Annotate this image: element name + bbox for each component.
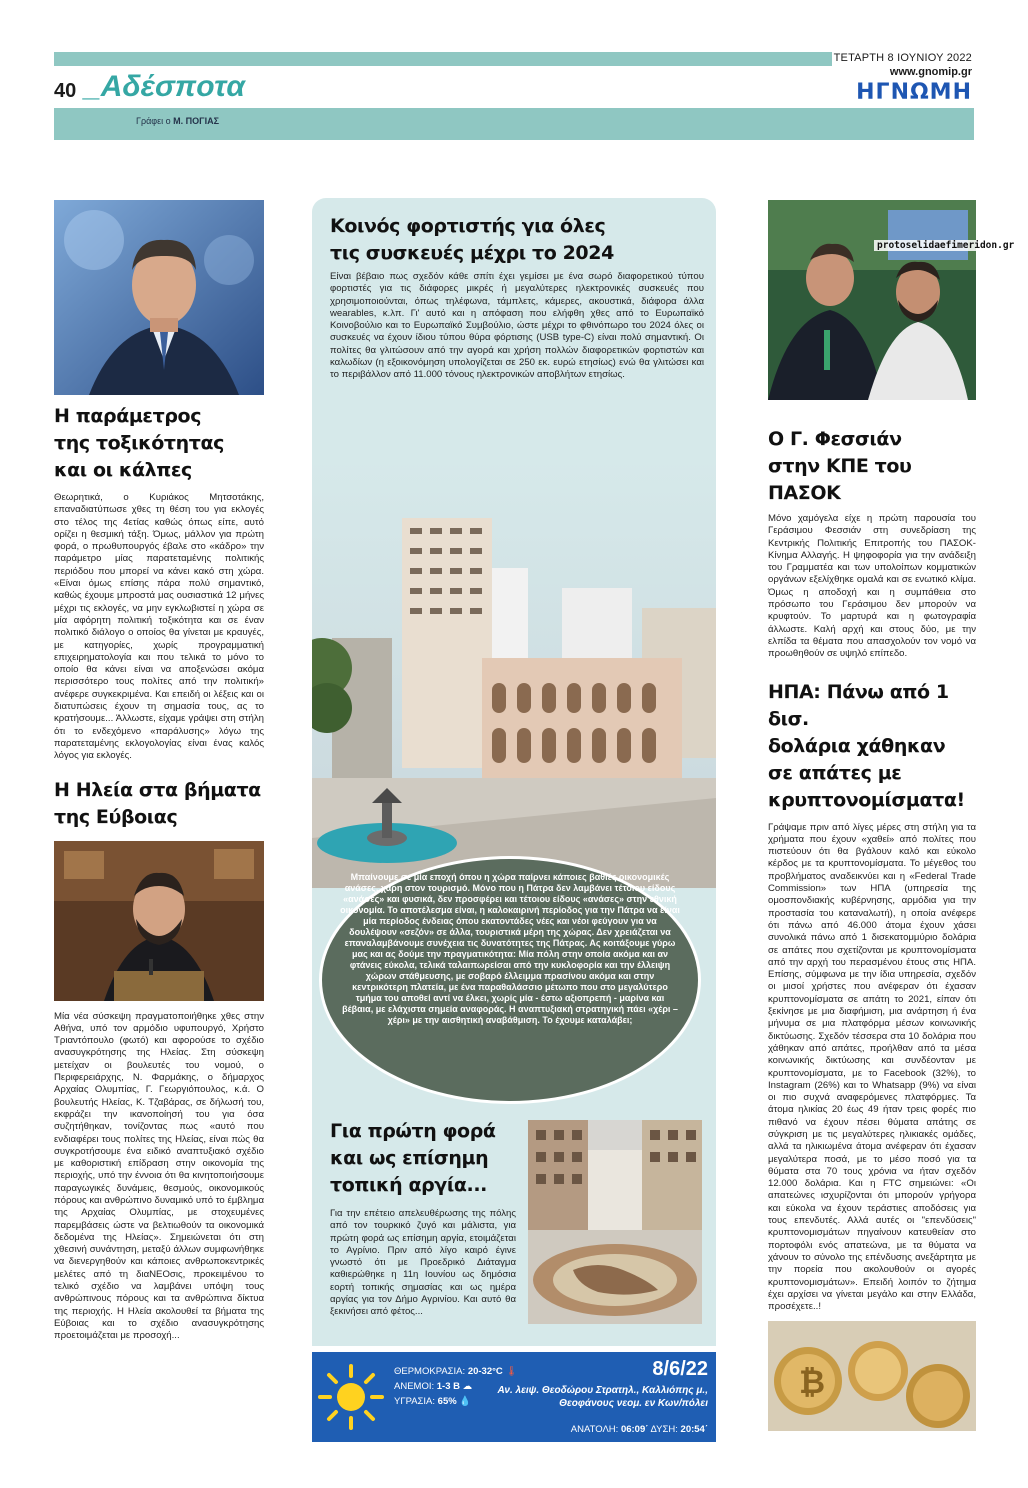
headline-line: ΗΠΑ: Πάνω από 1 δισ. [768,680,949,730]
headline-line: δολάρια χάθηκαν [768,734,946,757]
headline-line: στην ΚΠΕ του ΠΑΣΟΚ [768,455,912,504]
mitsotakis-photo [54,200,264,395]
toxicity-article-body: Θεωρητικά, ο Κυριάκος Μητσοτάκης, επαναδιατύπωσε χθες τη θέση του για εκλογές στο τέλος της 4ετίας καθώς όπως είπε, αυτό ορίζει η θεσμική τάξη. Όμως, μάλλον για πρώτη φορά, ο πρωθυπουργός έβαλε στο «κάδρο» την παράμετρο μίας παρατεταμένης πολιτικής περιόδου που μπορεί να κάνει κακό στη χώρα. «Είναι όμως επίσης πάρα πολύ σημαντικό, καθώς έχουμε μπροστά μας ουσιαστικά 12 μήνες μέχρι τις εκλογές, να μην εγκλωβιστεί η χώρα σε μία αφόρητη πολιτική τοξικότητα και σε έναν πολιτικό διάλογο ο οποίος θα γίνεται με κραυγές, με κατηγορίες, χωρίς προγραμματική επιχειρηματολογία και που τελικά το μόνο το οποίο θα κάνει είναι να αποξενώσει ακόμα περισσότερο τους πολίτες από την πολιτική» ανέφερε συγκεκριμένα. Και επειδή οι λέξεις και οι διατυπώσεις έχουν τη σημασία τους, ας το κρατήσουμε... Άλλωστε, είχαμε γράψει στη στήλη ότι το ενδεχόμενο «παράλυσης» λόγω της παρατεταμένης εκλογολογίας είναι ένας καλός λόγος για εκλογές. [54,492,264,762]
headline-line: Για πρώτη φορά [330,1120,496,1142]
cloud-icon: ☁ [462,1381,473,1392]
bitcoin-coins-photo [768,1321,976,1431]
byline-author: Μ. ΠΟΓΙΑΣ [173,116,219,126]
headline-line: της τοξικότητας [54,432,224,454]
svg-text:₿: ₿ [799,1363,826,1402]
right-column [768,200,976,1431]
sun-times [571,1424,708,1435]
thermometer-icon: 🌡 [505,1366,518,1377]
headline-line: και οι κάλπες [54,459,192,481]
namedays: Αν. λειψ. Θεοδώρου Στρατηλ., Καλλιόπης μ., Θεοφάνους νεομ. εν Κων/πόλει [497,1385,708,1409]
temperature-row [394,1364,517,1379]
patras-square-photo [312,458,716,888]
headline-line: Ο Γ. Φεσσιάν [768,428,902,450]
headline-line: κρυπτονομίσματα! [768,788,965,811]
fessian-photo [768,200,976,400]
charger-article-body: Είναι βέβαιο πως σχεδόν κάθε σπίτι έχει γεμίσει με ένα σωρό διαφορετικού τύπου φορτιστές για τις διάφορες μικρές ή μεγαλύτερες ηλεκτρονικές συσκευές που χρησιμοποιούνται, όπως τηλέφωνα, τάμπλετς, κάμερες, ακουστικά, διάφορα άλλα wearables, κ.λπ. Γι' αυτό και η απόφαση που ελήφθη χθες από το Ευρωπαϊκό Κοινοβούλιο και το Ευρωπαϊκό Συμβούλιο, ώστε μέχρι το φθινόπωρο του 2024 όλες οι συσκευές να έχουν ίδιου τύπου θύρα φόρτισης (USB type-C) είναι πολύ σημαντική. Οι πολίτες θα γλιτώσουν από την αγορά και χρήση πολλών διαφορετικών φορτιστών και καλωδίων (η εξοικονόμηση υπολογίζεται σε 250 εκ. ευρώ ετησίως) ενώ θα γλιτώσει και το περιβάλλον από 11.000 τόνους ηλεκτρονικών αποβλήτων ετησίως. [330,271,704,381]
fessian-headline [768,426,976,507]
website-link[interactable]: www.gnomip.gr [889,66,972,78]
headline-line: Η παράμετρος [54,405,202,427]
header-color-bar [54,52,832,66]
temperature-label: ΘΕΡΜΟΚΡΑΣΙΑ: [394,1366,466,1377]
ilia-headline [54,777,264,831]
temperature-value: 20-32°C [467,1366,503,1377]
sunrise-label: ΑΝΑΤΟΛΗ: [570,1424,619,1435]
headline-line: και ως επίσημη [330,1147,489,1169]
ilia-article-body: Μία νέα σύσκεψη πραγματοποιήθηκε χθες στην Αθήνα, υπό τον αρμόδιο υφυπουργό, Χρήστο Τριαντόπουλο (φωτό) και αφορούσε το σχέδιο ανασυγκρότησης της Ηλείας. Στη σύσκεψη μετείχαν οι βουλευτές του νομού, ο Περιφερειάρχης, Ν. Φαρμάκης, ο δήμαρχος Αρχαίας Ολυμπίας, Γ. Γεωργιόπουλος, κ.ά. Ο βουλευτής Ηλείας, Κ. Τζαβάρας, σε δήλωσή του, εκφράζει την ικανοποίησή του για όσα συζητήθηκαν, τονίζοντας πως «αυτό που ενδιαφέρει τους πολίτες της Ηλείας, είναι πώς θα συγκροτήσουμε ένα ειδικό αναπτυξιακό σχέδιο με καθοριστική επίδραση στην οικονομία της περιοχής, υπό την έννοια ότι θα κινητοποιήσουμε παραγωγικές δυνάμεις, θεσμούς, οικονομικούς πόρους και ανθρώπινο δυναμικό υπό το έμβλημα της Αρχαίας Ολυμπίας, με στοχευμένες παρεμβάσεις ώστε να βελτιωθούν τα οικονομικά δεδομένα της Ηλείας». Σημειώνεται ότι στη χθεσινή συνάντηση, μεταξύ άλλων συμφωνήθηκε να διενεργηθούν και κάποιες ανθρωποκεντρικές μελέτες από τη διαΝΕΟσις, προκειμένου το τελικό σχέδιο να λαμβάνει υπόψη τους ανθρώπινους πόρους και τα ανθρώπινα δίκτυα της περιοχής. Η Ηλεία ακολουθεί τα βήματα της Εύβοιας και το σχέδιο ανασυγκρότησης προετοιμάζεται με προσοχή... [54,1010,264,1342]
weather-box [312,1352,716,1442]
fessian-article-body: Μόνο χαμόγελα είχε η πρώτη παρουσία του Γεράσιμου Φεσσιάν στη συνεδρίαση της Κεντρικής Πολιτικής Επιτροπής του ΠΑΣΟΚ- Κίνημα Αλλαγής. Η ψηφοφορία για την ανάδειξη του Γραμματέα και των υπολοίπων κομματικών οργάνων εξελίχθηκε ομαλά και σε ενωτικό κλίμα. Όμως η αποδοχή και η συμπάθεια στο πρόσωπο του Γεράσιμου δεν μπορούν να κρυφτούν. Το μαρτυρά και η φωτογραφία άλλωστε. Καλή αρχή και στους δύο, με την ελπίδα τα θέματα που απασχολούν τον νομό να προωθηθούν σε υψηλό επίπεδο. [768,513,976,660]
charger-headline [330,213,700,267]
headline-line: Κοινός φορτιστής για όλες [330,215,606,237]
byline-prefix: Γράφει ο [136,116,171,126]
sunset-value: 20:54΄ [680,1424,708,1435]
crypto-article-body: Γράψαμε πριν από λίγες μέρες στη στήλη για τα χρήματα που έχουν «χαθεί» από πολίτες που πιστεύουν ότι θα βγάλουν καλό και εύκολο κέρδος με τα κρυπτονομίσματα. Το μέγεθος του προβλήματος αναδεικνύει και η «Federal Trade Commission» των ΗΠΑ (υπηρεσία της ομοσπονδιακής κυβέρνησης, αρμόδια για την προστασία του καταναλωτή), η οποία ανέφερε ότι πάνω από 46.000 άτομα έχουν χάσει συνολικά πάνω από 1 δισεκατομμύριο δολάρια σε απάτες που σχετίζονται με κρυπτονομίσματα από την αρχή του περασμένου έτους στις ΗΠΑ. Επίσης, σύμφωνα με την ίδια υπηρεσία, σχεδόν οι μισοί χρήστες που ανέφεραν ότι έχασαν κρυπτονομίσματα σε απάτη το 2021, είπαν ότι ξεκίνησε με μια διαφήμιση, μια ανάρτηση ή ένα μήνυμα σε μια πλατφόρμα μέσων κοινωνικής δικτύωσης. Σχεδόν τέσσερα στα 10 δολάρια που χάθηκαν από απάτες, προήλθαν από τα μέσα κοινωνικής δικτύωσης και συνδέονταν με κρυπτονομίσματα, με το Facebook (32%), το Instagram (26%) και το Whatsapp (9%) να είναι οι πιο συχνά αναφερόμενες πλατφόρμες. Τα άτομα ηλικίας 20 έως 49 ήταν τρεις φορές πιο πιθανό να έχουν πέσει θύματα απάτης σε σύγκριση με τις μεγαλύτερες ηλικιακές ομάδες, αλλά τα ηλικιωμένα άτομα ανέφεραν ότι έχασαν μεγαλύτερα ποσά, με το μέσο ποσό για τα θύματα στα 70 τους χρόνια να ήταν σχεδόν 12.000 δολάρια. Και η FTC σημειώνει: «Οι απατεώνες ισχυρίζονται ότι μπορούν γρήγορα και εύκολα να έχουν τεράστιες αποδόσεις για τους επενδυτές. Αλλά αυτές οι "επενδύσεις" κρυπτονομισμάτων πηγαίνουν κατευθείαν στο πορτοφόλι ενός απατεώνα, με τα θύματα να χάνουν το σύνολο της επένδυσης ανεξάρτητα με την πορεία που ακολουθούν οι αγορές κρυπτονομισμάτων». Επειδή λοιπόν το ζήτημα έχει αρχίσει να γίνεται μεγάλο και στην Ελλάδα, προσέχετε..! [768,821,976,1313]
weather-date: 8/6/22 [652,1358,708,1380]
humidity-label: ΥΓΡΑΣΙΑ: [394,1396,436,1407]
headline-line: τις συσκευές μέχρι το 2024 [330,242,614,264]
agrinio-square-photo [528,1120,702,1324]
patras-quote-text: Μπαίνουμε σε μία εποχή όπου η χώρα παίρνει κάποιες βαθιές οικονομικές ανάσες, χάρη στον τουρισμό. Μόνο που η Πάτρα δεν λαμβάνει τέτοιου είδους «ανάσες» και φυσικά, δεν προσφέρει και τέτοιου είδους «ανάσες» στην εθνική οικονομία. Το αποτέλεσμα είναι, η καλοκαιρινή περίοδος για την Πάτρα να είναι μία περίοδος ένδειας όπου εκατοντάδες νέες και νέοι φεύγουν για να δουλέψουν «σεζόν» σε άλλα, τουριστικά μέρη της χώρας. Δεν χρειάζεται να επαναλαμβάνουμε συνέχεια τις δυνατότητες της Πάτρας. Ας κοιτάξουμε γύρω μας και ας δούμε την πραγματικότητα: Μία πόλη στην οποία ακόμα και αν φτάνεις εύκολα, τελικά ταλαιπωρείσαι από την κυκλοφορία και την έλλειψη χώρων στάθμευσης, με σοβαρό έλλειμμα πρασίνου ακόμα και στην κεντρικότερη πλατεία, με ένα παραθαλάσσιο μέτωπο που στο μεγαλύτερο τμήμα του αποθεί αντί να έλκει, χωρίς μία - έστω αξιοπρεπή - μαρίνα και βέβαια, με ελάχιστα σημεία αναφοράς. Η αναπτυξιακή στρατηγική πάει «χέρι – χέρι» με την αισθητική αναβάθμιση. Το έχουμε καταλάβει; [340,872,680,1025]
droplet-icon: 💧 [459,1396,472,1407]
crypto-headline [768,679,976,814]
headline-line: Η Ηλεία στα βήματα [54,778,261,801]
page-number: 40 [54,80,77,102]
wind-value: 1-3 Β [436,1381,460,1392]
holiday-article-body: Για την επέτειο απελευθέρωσης της πόλης από τον τουρκικό ζυγό και μάλιστα, για πρώτη φορά ως επίσημη αργία, ετοιμάζεται το Αγρίνιο. Πριν από λίγο καιρό έγινε γνωστό ότι με Προεδρικό Διάταγμα καθιερώθηκε η 11η Ιουνίου ως δημόσια εορτή τοπικής σημασίας και ως ημέρα αργίας για τον Δήμο Αγρινίου. Και αυτό θα ξεκινήσει από φέτος... [330,1208,516,1318]
headline-line: της Εύβοιας [54,805,178,828]
section-title: _Αδέσποτα [84,70,245,103]
sunrise-value: 06:09΄ [620,1424,649,1435]
watermark: protoselidaefimeridon.gr [874,240,1017,251]
section-title-text: Αδέσποτα [100,70,245,103]
toxicity-headline [54,403,264,484]
byline [136,116,219,126]
humidity-value: 65% [437,1396,457,1407]
headline-line: τοπική αργία... [330,1174,487,1196]
wind-label: ΑΝΕΜΟΙ: [394,1381,435,1392]
headline-line: σε απάτες με [768,761,902,784]
newspaper-logo: ΗΓΝΩΜΗ [856,80,972,105]
holiday-headline [330,1118,510,1199]
sun-icon [316,1362,386,1432]
sunset-label: ΔΥΣΗ: [650,1424,678,1435]
issue-date: ΤΕΤΑΡΤΗ 8 ΙΟΥΝΙΟΥ 2022 [833,52,972,64]
left-column [54,200,264,1343]
triantopoulos-photo [54,841,264,1001]
